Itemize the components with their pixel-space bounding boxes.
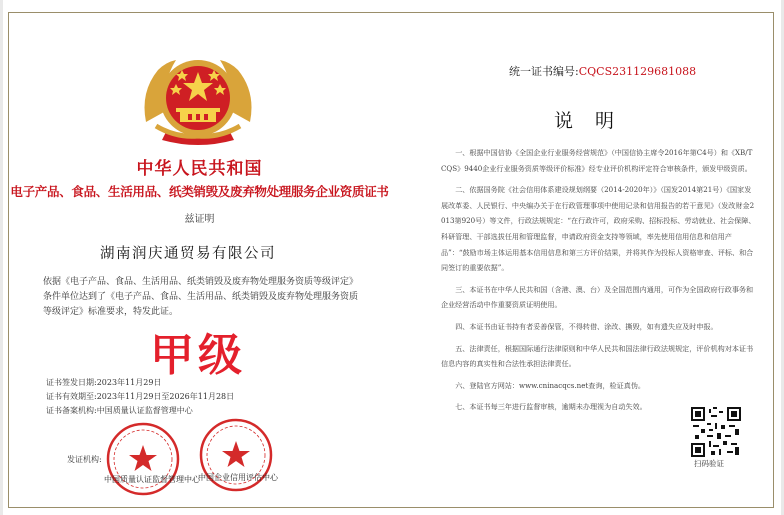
certificate-back — [391, 12, 774, 508]
instruction-paragraph: 一、根据中国信协《全国企业行业服务经营规范》（中国信协主席令2016年第C4号）和《XB/T CQS》9440企业行业服务资质等级评价标准》经专业评价机构评定符合审核条件，颁发甲级资质。 — [441, 148, 753, 173]
instructions-title: 说明 — [554, 110, 637, 132]
grade-level: 甲级 — [150, 330, 246, 381]
national-emblem-icon — [136, 52, 260, 150]
official-seal-icon — [105, 421, 181, 497]
instruction-paragraph: 三、本证书在中华人民共和国（含港、澳、台）及全国范围内通用，可作为全国政府行政事务和企业经营活动中作重要资质证明使用。 — [441, 284, 754, 310]
qr-label: 扫码验证 — [694, 459, 724, 468]
instruction-paragraph: 四、本证书由证书持有者妥善保管，不得转借、涂改、撕毁，如有遗失应及时申报。 — [455, 321, 718, 331]
validity-period: 证书有效期至:2023年11月29日至2026年11月28日 — [46, 392, 235, 401]
instruction-paragraph: 五、法律责任，根据国际通行法律原则和中华人民共和国法律行政法规规定，评价机构对本证书信息内容的真实性和合法性承担法律责任。 — [441, 343, 754, 369]
instructions-text — [441, 145, 757, 421]
filing-org: 证书备案机构:中国质量认证监督管理中心 — [46, 406, 193, 415]
date-block — [46, 376, 234, 418]
certificate-front — [8, 12, 391, 508]
certificate-title: 电子产品、食品、生活用品、纸类销毁及废弃物处理服务企业资质证书 — [10, 184, 389, 199]
qr-code-icon[interactable] — [691, 407, 741, 457]
certificate-body: 依据《电子产品、食品、生活用品、纸类销毁及废弃物处理服务资质等级评定》条件单位达到了《电子产品、食品、生活用品、纸类销毁及废弃物处理服务资质等级评定》标准要求，特发此证。 — [43, 277, 359, 317]
seal-name-credit-center: 中国企业信用评估中心 — [198, 473, 278, 482]
certificate-number — [509, 63, 696, 79]
seal-name-quality-center: 中国质量认证监督管理中心 — [104, 475, 200, 484]
issuer-label: 发证机构: — [67, 455, 102, 464]
instruction-paragraph: 二、依据国务院《社会信用体系建设规划纲要（2014-2020年）》（国发2014第21号）《国家发展改革委、人民银行、中央编办关于在行政管理事项中使用记录和信用报告的若干意见》（发改财金2013第920号）等文件，行政法规规定：“在行政许可，政府采购、招标投标、劳动就业、社会保障、科研管理、干部选拔任用和管理监督，申请政府资金支持等领域，率先使用信用信息和信用产品”：“鼓励市场主体运用基本信用信息和第三方评价结果，并将其作为投标人资格审查、评标、和合同签订的重要依据”。 — [441, 185, 756, 273]
certificate-number-label: 统一证书编号: — [509, 65, 579, 78]
issue-date: 证书签发日期:2023年11月29日 — [46, 378, 162, 387]
certify-label: 兹证明 — [184, 214, 215, 225]
country-title: 中华人民共和国 — [136, 159, 263, 179]
company-name: 湖南润庆通贸易有限公司 — [100, 246, 276, 262]
left-edge — [0, 0, 3, 515]
instruction-paragraph: 七、本证书每三年进行监督审核，逾期未办理视为自动失效。 — [455, 402, 647, 412]
certificate-number-value: CQCS231129681088 — [578, 65, 697, 78]
instruction-paragraph: 六、登陆官方网站：www.cninacqcs.net查询，检证真伪。 — [455, 380, 646, 390]
